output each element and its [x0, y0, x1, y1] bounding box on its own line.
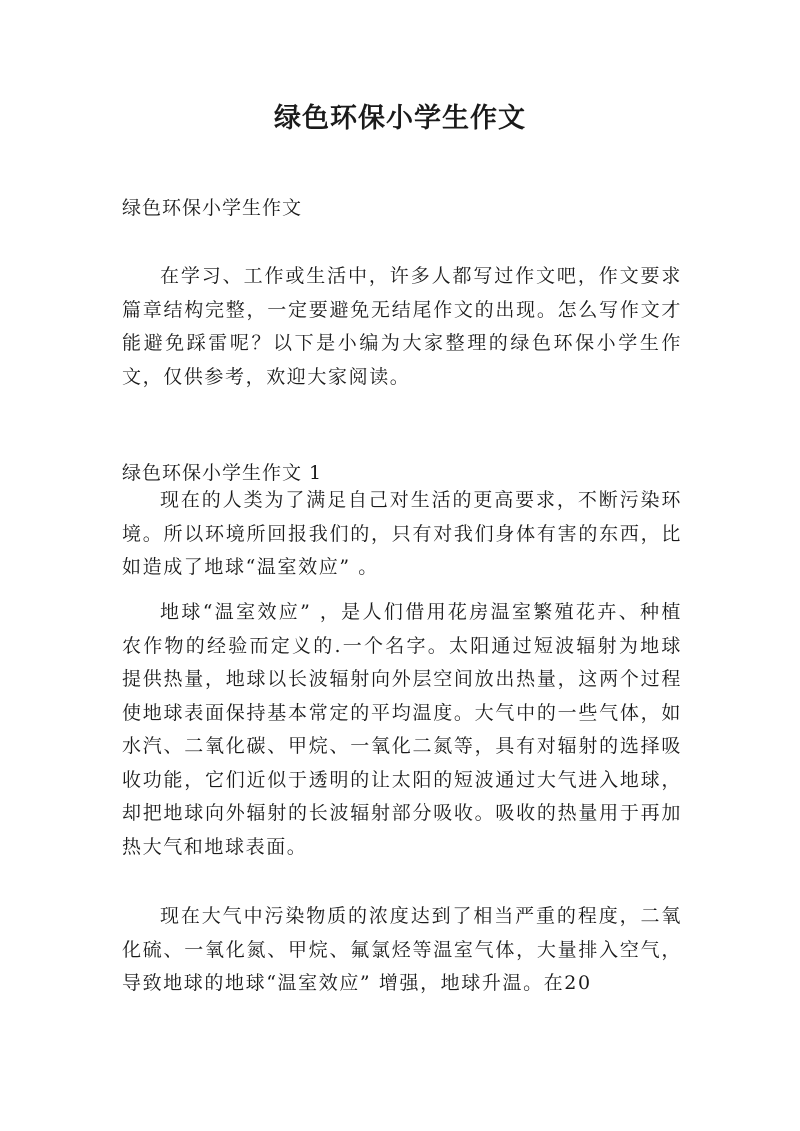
- body-paragraph-1: 现在的人类为了满足自己对生活的更高要求，不断污染环境。所以环境所回报我们的，只有对我们身体有害的东西，比如造成了地球“温室效应” 。: [122, 489, 682, 578]
- section-heading: 绿色环保小学生作文 1: [122, 462, 323, 484]
- document-title: 绿色环保小学生作文: [274, 103, 526, 134]
- body-paragraph-2: 地球“温室效应” ，是人们借用花房温室繁殖花卉、种植农作物的经验而定义的.一个名字。太阳通过短波辐射为地球提供热量，地球以长波辐射向外层空间放出热量，这两个过程使地球表面保持基本常定的平均温度。大气中的一些气体，如水汽、二氧化碳、甲烷、一氧化二氮等，具有对辐射的选择吸收功能，它们近似于透明的让太阳的短波通过大气进入地球，却把地球向外辐射的长波辐射部分吸收。吸收的热量用于再加热大气和地球表面。: [122, 601, 682, 858]
- document-subtitle: 绿色环保小学生作文: [122, 197, 303, 219]
- body-paragraph-3: 现在大气中污染物质的浓度达到了相当严重的程度，二氧化硫、一氧化氮、甲烷、氟氯烃等温室气体，大量排入空气，导致地球的地球“温室效应” 增强，地球升温。在20: [122, 905, 682, 994]
- intro-paragraph: 在学习、工作或生活中，许多人都写过作文吧，作文要求篇章结构完整，一定要避免无结尾作文的出现。怎么写作文才能避免踩雷呢？以下是小编为大家整理的绿色环保小学生作文，仅供参考，欢迎大家阅读。: [122, 265, 682, 388]
